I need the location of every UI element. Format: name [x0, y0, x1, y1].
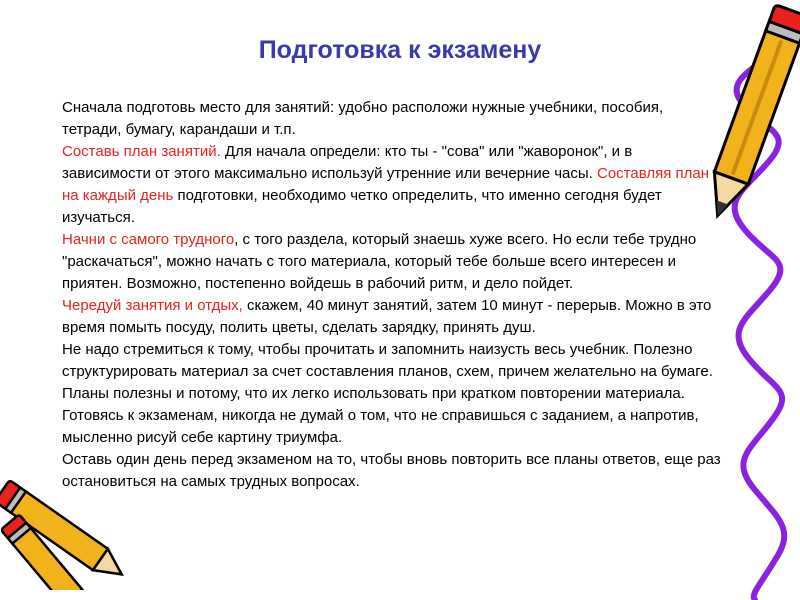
- paragraph: [62, 97, 722, 141]
- paragraph: [62, 295, 722, 339]
- paragraph-text: скажем, 40 минут занятий, затем 10 минут - перерыв. Можно в это время помыть посуду, полить цветы, сделать зарядку, принять душ.: [62, 297, 712, 336]
- paragraph: [62, 141, 722, 229]
- page-title: Подготовка к экзамену: [258, 36, 542, 64]
- paragraph: [62, 449, 722, 493]
- paragraph-text: Для начала определи: кто ты - "сова" или "жаворонок", и в зависимости от этого максимально используй утренние или вечерние часы.: [62, 143, 633, 182]
- body-text: [62, 97, 722, 493]
- pencils-icon: [0, 470, 130, 590]
- highlighted-text: Начни с самого трудного: [62, 231, 235, 248]
- highlighted-text: Составь план занятий.: [62, 143, 221, 160]
- paragraph-text: , с того раздела, который знаешь хуже всего. Но если тебе трудно "раскачаться", можно начать с того материала, который тебе больше всего интересен и приятен. Возможно, постепенно войдешь в рабочий ритм, и дело пойдет.: [62, 231, 697, 292]
- paragraph-text: Оставь один день перед экзаменом на то, чтобы вновь повторить все планы ответов, еще раз остановиться на самых трудных вопросах.: [62, 451, 721, 490]
- highlighted-text: Составляя план на каждый день: [62, 165, 709, 204]
- paragraph-text: Не надо стремиться к тому, чтобы прочитать и запомнить наизусть весь учебник. Полезно структурировать материал за счет составления планов, схем, причем желательно на бумаге. Планы полезны и потому, что их легко использовать при кратком повторении материала.: [62, 341, 713, 402]
- paragraph: [62, 229, 722, 295]
- pencil-icon: [660, 0, 800, 240]
- paragraph-text: Готовясь к экзаменам, никогда не думай о том, что не справишься с заданием, а напротив, мысленно рисуй себе картину триумфа.: [62, 407, 699, 446]
- highlighted-text: Чередуй занятия и отдых,: [62, 297, 243, 314]
- paragraph: [62, 405, 722, 449]
- paragraph-text: Сначала подготовь место для занятий: удобно расположи нужные учебники, пособия, тетради, бумагу, карандаши и т.п.: [62, 99, 664, 138]
- paragraph: [62, 339, 722, 405]
- paragraph-text: подготовки, необходимо четко определить, что именно сегодня будет изучаться.: [62, 187, 662, 226]
